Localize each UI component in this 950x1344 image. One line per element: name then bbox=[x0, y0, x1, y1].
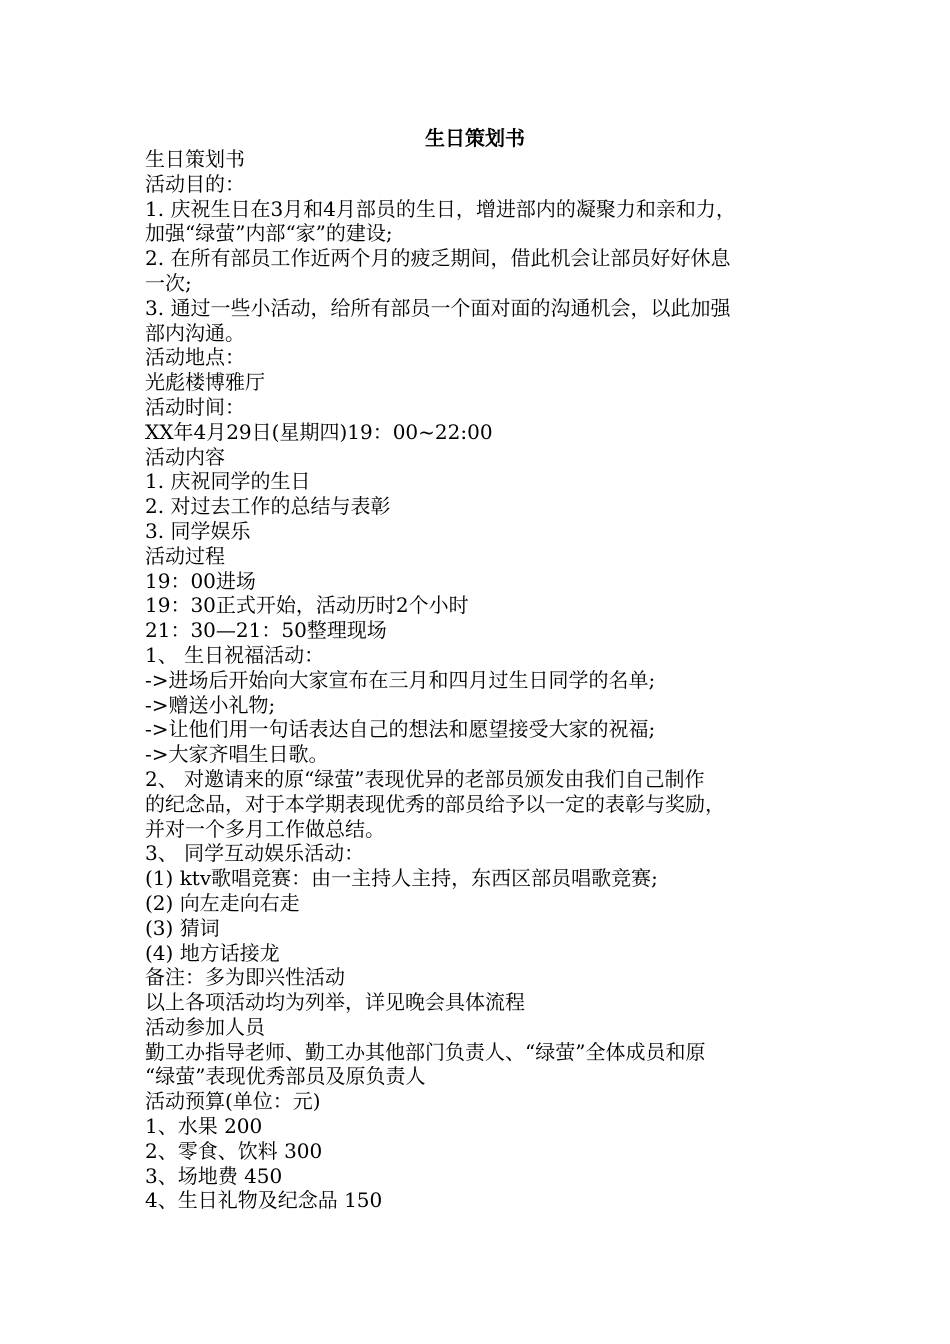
body-line: ->大家齐唱生日歌。 bbox=[145, 742, 329, 767]
body-line: 1. 庆祝同学的生日 bbox=[145, 469, 311, 494]
body-line: “绿萤”表现优秀部员及原负责人 bbox=[145, 1064, 426, 1089]
body-line: 3、 同学互动娱乐活动： bbox=[145, 841, 365, 866]
body-line: 2. 对过去工作的总结与表彰 bbox=[145, 494, 391, 519]
body-line: 活动预算(单位：元) bbox=[145, 1089, 321, 1114]
body-line: 加强“绿萤”内部“家”的建设; bbox=[145, 221, 393, 246]
body-line: 1、水果 200 bbox=[145, 1114, 263, 1139]
body-line: ->让他们用一句话表达自己的想法和愿望接受大家的祝福; bbox=[145, 717, 656, 742]
body-line: 3. 同学娱乐 bbox=[145, 518, 251, 543]
body-line: 活动过程 bbox=[145, 543, 225, 568]
body-line: 勤工办指导老师、勤工办其他部门负责人、“绿萤”全体成员和原 bbox=[145, 1039, 706, 1064]
body-line: 活动内容 bbox=[145, 444, 225, 469]
body-line: 的纪念品，对于本学期表现优秀的部员给予以一定的表彰与奖励， bbox=[145, 791, 725, 816]
body-line: 2、 对邀请来的原“绿萤”表现优异的老部员颁发由我们自己制作 bbox=[145, 766, 705, 791]
body-line: 19：30正式开始，活动历时2个小时 bbox=[145, 593, 469, 618]
body-line: (2) 向左走向右走 bbox=[145, 890, 300, 915]
body-line: (4) 地方话接龙 bbox=[145, 940, 280, 965]
body-line: 活动地点： bbox=[145, 345, 245, 370]
body-line: 一次; bbox=[145, 270, 192, 295]
body-line: ->进场后开始向大家宣布在三月和四月过生日同学的名单; bbox=[145, 667, 656, 692]
body-line: XX年4月29日(星期四)19：00~22:00 bbox=[145, 419, 493, 444]
body-line: (1) ktv歌唱竞赛：由一主持人主持，东西区部员唱歌竞赛; bbox=[145, 866, 658, 891]
body-line: 光彪楼博雅厅 bbox=[145, 370, 265, 395]
body-line: 活动参加人员 bbox=[145, 1014, 265, 1039]
body-line: ->赠送小礼物; bbox=[145, 692, 276, 717]
body-line: 活动时间： bbox=[145, 394, 245, 419]
body-line: 生日策划书 bbox=[145, 147, 245, 171]
body-line: 4、生日礼物及纪念品 150 bbox=[145, 1188, 383, 1213]
body-line: 部内沟通。 bbox=[145, 320, 245, 345]
document-body bbox=[145, 147, 825, 1213]
body-line: (3) 猜词 bbox=[145, 915, 220, 940]
body-line: 备注：多为即兴性活动 bbox=[145, 965, 345, 990]
body-line: 21：30—21：50整理现场 bbox=[145, 618, 387, 643]
body-line: 以上各项活动均为列举，详见晚会具体流程 bbox=[145, 990, 525, 1015]
body-line: 19：00进场 bbox=[145, 568, 256, 593]
body-line: 并对一个多月工作做总结。 bbox=[145, 816, 385, 841]
body-line: 2、零食、饮料 300 bbox=[145, 1138, 323, 1163]
body-line: 1. 庆祝生日在3月和4月部员的生日，增进部内的凝聚力和亲和力， bbox=[145, 196, 736, 221]
body-line: 3. 通过一些小活动，给所有部员一个面对面的沟通机会，以此加强 bbox=[145, 295, 731, 320]
document-title: 生日策划书 bbox=[425, 126, 525, 150]
body-line: 活动目的： bbox=[145, 171, 245, 196]
body-line: 3、场地费 450 bbox=[145, 1163, 283, 1188]
body-line: 1、 生日祝福活动： bbox=[145, 642, 325, 667]
body-line: 2. 在所有部员工作近两个月的疲乏期间，借此机会让部员好好休息 bbox=[145, 246, 731, 271]
